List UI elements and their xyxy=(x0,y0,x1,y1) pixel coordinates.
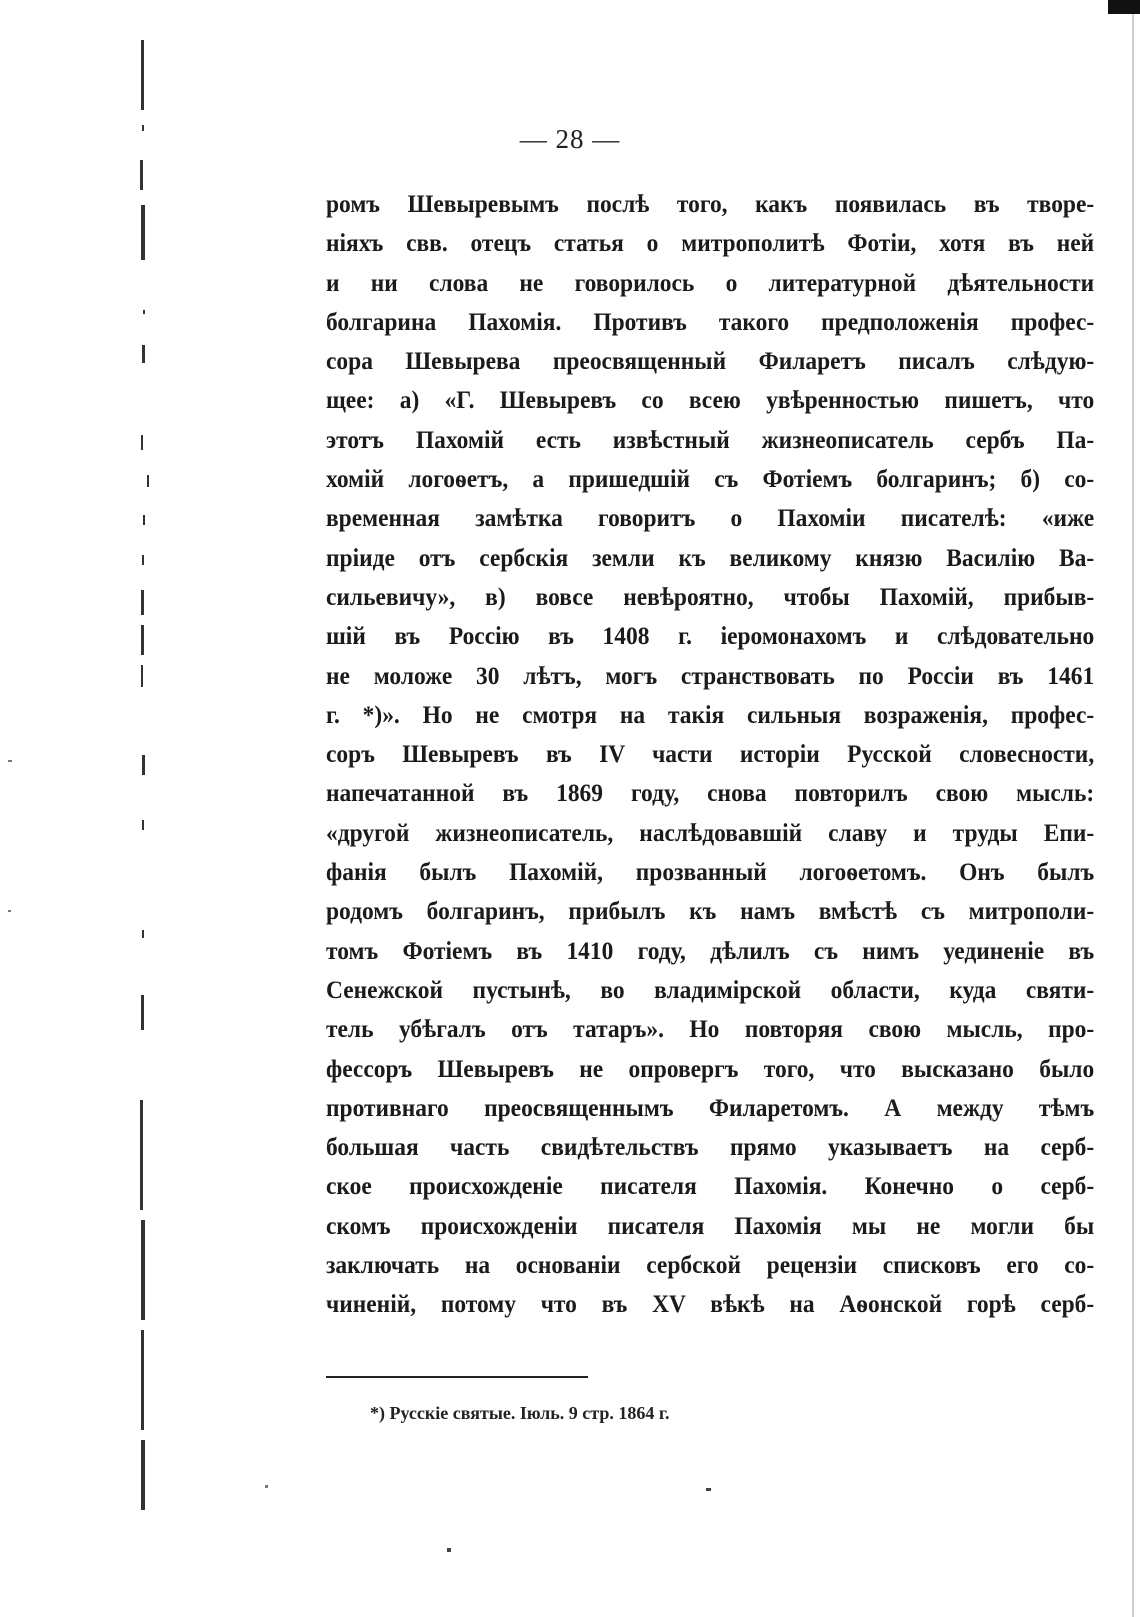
scan-corner-mark xyxy=(1108,0,1140,14)
text-line: большая часть свидѣтельствъ прямо указываетъ на серб- xyxy=(326,1132,1095,1162)
text-line: сильевичу», в) вовсе невѣроятно, чтобы Пахомій, прибыв- xyxy=(326,581,1095,611)
text-line: родомъ болгаринъ, прибылъ къ намъ вмѣстѣ съ митрополи- xyxy=(326,896,1095,926)
scan-speck xyxy=(140,160,143,190)
text-line: пріиде отъ сербскія земли къ великому князю Василію Ва- xyxy=(326,542,1095,572)
text-line: фессоръ Шевыревъ не опровергъ того, что высказано было xyxy=(326,1053,1095,1083)
scan-speck xyxy=(141,1330,144,1430)
text-line: противнаго преосвященнымъ Филаретомъ. А между тѣмъ xyxy=(326,1092,1095,1122)
scan-speck xyxy=(142,820,144,830)
text-line: и ни слова не говорилось о литературной дѣятельности xyxy=(326,267,1095,297)
text-line: Сенежской пустынѣ, во владимірской области, куда святи- xyxy=(326,974,1095,1004)
text-line: чиненій, потому что въ XV вѣкѣ на Аѳонской горѣ серб- xyxy=(326,1289,1095,1319)
scan-speck xyxy=(143,310,145,314)
text-line: напечатанной въ 1869 году, снова повторилъ свою мысль: xyxy=(326,778,1095,808)
scan-speck xyxy=(706,1488,711,1491)
text-line: скомъ происхожденіи писателя Пахомія мы не могли бы xyxy=(326,1210,1095,1240)
scan-speck xyxy=(141,1440,145,1510)
scan-speck xyxy=(142,755,145,775)
scan-speck xyxy=(141,205,145,260)
text-line: не моложе 30 лѣтъ, могъ странствовать по Россіи въ 1461 xyxy=(326,660,1095,690)
scan-speck xyxy=(141,1220,145,1320)
footnote-rule xyxy=(326,1376,588,1378)
page-edge-shadow xyxy=(1132,0,1134,1617)
text-line: соръ Шевыревъ въ IV части исторіи Русской словесности, xyxy=(326,739,1095,769)
scan-speck xyxy=(141,625,144,655)
scan-speck xyxy=(142,345,145,363)
scan-speck xyxy=(8,760,12,762)
scan-speck xyxy=(147,475,149,487)
scan-speck xyxy=(140,1100,143,1210)
scan-speck xyxy=(8,910,11,912)
scan-speck xyxy=(142,555,144,565)
binding-edge-artifacts xyxy=(140,0,150,1617)
scan-speck xyxy=(143,515,145,525)
text-line: фанія былъ Пахомій, прозванный логоѳетомъ. Онъ былъ xyxy=(326,857,1095,887)
text-line: г. *)». Но не смотря на такія сильныя возраженія, профес- xyxy=(326,699,1095,729)
scan-speck xyxy=(447,1548,451,1552)
text-line: томъ Фотіемъ въ 1410 году, дѣлилъ съ нимъ уединеніе въ xyxy=(326,935,1095,965)
scan-speck xyxy=(265,1485,268,1488)
text-line: ское происхожденіе писателя Пахомія. Конечно о серб- xyxy=(326,1171,1095,1201)
text-line: тель убѣгалъ отъ татаръ». Но повторяя свою мысль, про- xyxy=(326,1014,1095,1044)
text-line: сора Шевырева преосвященный Филаретъ писалъ слѣдую- xyxy=(326,346,1095,376)
text-line: ніяхъ свв. отецъ статья о митрополитѣ Фотіи, хотя въ ней xyxy=(326,228,1095,258)
scan-speck xyxy=(141,40,144,110)
text-line: заключать на основаніи сербской рецензіи списковъ его со- xyxy=(326,1250,1095,1280)
text-line: шій въ Россію въ 1408 г. іеромонахомъ и слѣдовательно xyxy=(326,621,1095,651)
scan-speck xyxy=(142,930,144,938)
scan-speck xyxy=(141,995,144,1030)
text-line: этотъ Пахомій есть извѣстный жизнеописатель сербъ Па- xyxy=(326,424,1095,454)
page-number: — 28 — xyxy=(519,124,621,154)
text-line: хомій логоѳетъ, а пришедшій съ Фотіемъ болгаринъ; б) со- xyxy=(326,464,1095,494)
text-line: ромъ Шевыревымъ послѣ того, какъ появилась въ творе- xyxy=(326,189,1095,218)
text-line: болгарина Пахомія. Противъ такого предположенія профес- xyxy=(326,306,1095,336)
scan-speck xyxy=(141,665,143,687)
body-text xyxy=(326,184,1094,1324)
scan-speck xyxy=(141,590,144,615)
text-line: временная замѣтка говоритъ о Пахоміи писателѣ: «иже xyxy=(326,503,1095,533)
text-line: щее: а) «Г. Шевыревъ со всею увѣренностью пишетъ, что xyxy=(326,385,1095,415)
text-line: «другой жизнеописатель, наслѣдовавшій славу и труды Епи- xyxy=(326,817,1095,847)
scan-speck xyxy=(141,435,143,450)
footnote: *) Русскіе святые. Іюль. 9 стр. 1864 г. xyxy=(370,1403,670,1423)
